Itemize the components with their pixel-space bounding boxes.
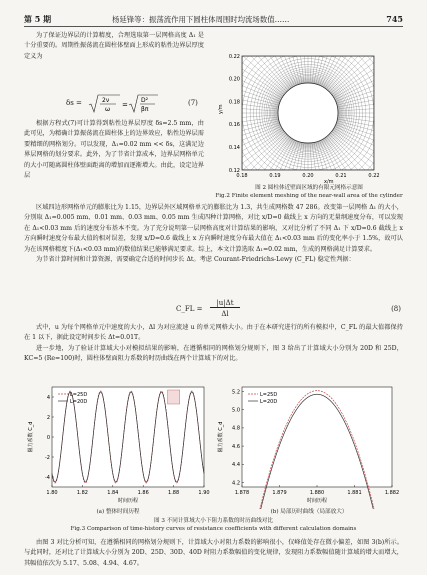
x-tick-label: 1.881 — [347, 490, 362, 496]
mesh-x-tick-label: 0.18 — [236, 173, 248, 179]
page-issue: 第 5 期 — [24, 14, 52, 24]
svg-text:=: = — [122, 101, 128, 109]
figure-2-mesh — [214, 52, 404, 184]
left-column-continued — [24, 119, 204, 181]
header-rule — [24, 26, 403, 27]
x-tick-label: 1.880 — [309, 490, 325, 496]
figure-3b-subcaption: (b) 局部历时曲线（局部放大） — [270, 509, 348, 515]
mesh-y-tick-label: 0.16 — [228, 122, 240, 129]
paragraph: 根据方程式(7)可计算得到粘性边界层厚度 δs=2.5 mm，由此可见，为精确计算振荡流在圆柱体上的边界效应，粘性边界层需要精细的网格划分。可以发现，Δ₁=0.02 mm << δs，这满足边界层网格的划分要求。此外，为了节省计算成本，边界层网格单元的大小可随离圆柱体壁面距离的增加而逐渐增大。由此，设定边界层 — [24, 120, 204, 180]
equation-8-den: Δl — [221, 310, 229, 318]
equation-8 — [24, 299, 403, 321]
y-tick-label: 5.0 — [232, 407, 240, 414]
frac1-den: ω — [105, 106, 111, 113]
mesh-y-tick-label: 0.20 — [228, 76, 240, 83]
equation-number: (7) — [188, 99, 198, 107]
paragraph: 式中，u 为每个网格单元中速度的大小，Δl 为对应流速 u 的单元网格大小。由于在本研究进行的所有模拟中，C_FL 的最大值都保持在 1 以下，据此设定时间步长 Δt=0.01T。 — [24, 324, 403, 342]
closing-paragraph — [24, 538, 403, 569]
equation-7 — [48, 93, 204, 115]
mesh-y-tick-label: 0.18 — [228, 99, 240, 106]
caption-cn: 图 3 不同计算域大小下阻力系数的时历曲线对比 — [154, 518, 273, 524]
x-tick-label: 1.90 — [198, 490, 210, 496]
equation-8-num: |u|Δt — [210, 299, 240, 308]
y-tick-label: -4 — [45, 474, 50, 481]
legend-label: L=20D — [260, 398, 278, 405]
figure-3a-subcaption: (a) 整体时间历程 — [96, 509, 140, 515]
legend-label: L=20D — [70, 398, 88, 405]
frac2-num: D² — [141, 97, 149, 104]
x-axis-label: 时间历程 — [117, 498, 139, 504]
left-column — [24, 31, 204, 62]
mesh-x-label: x/m — [324, 179, 334, 184]
equation-8-number: (8) — [391, 305, 401, 313]
y-axis-label: 阻力系数 C_d — [218, 421, 224, 453]
figure-3-caption — [24, 517, 403, 534]
y-tick-label: 2 — [46, 414, 50, 421]
mesh-x-tick-label: 0.20 — [302, 173, 314, 179]
mesh-x-tick-label: 0.19 — [269, 173, 281, 179]
legend-label: L=25D — [260, 391, 278, 398]
x-tick-label: 1.80 — [46, 490, 58, 496]
equation-lhs: δs = — [66, 99, 82, 107]
page-number: 745 — [386, 14, 403, 24]
mesh-y-label: y/m — [218, 104, 224, 114]
x-tick-label: 1.88 — [168, 490, 180, 496]
zoom-region — [168, 390, 180, 404]
frac2-den: βπ — [141, 106, 149, 113]
body-paragraphs — [24, 203, 403, 265]
caption-en: Fig.3 Comparison of time-history curves of resistance coefficients with different calculation domains — [70, 526, 357, 533]
mesh-x-tick-label: 0.22 — [368, 173, 380, 179]
body-paragraphs-2 — [24, 323, 403, 365]
x-tick-label: 1.86 — [137, 490, 149, 496]
x-tick-label: 1.82 — [76, 490, 88, 496]
paragraph: 由图 3 对比分析可知，在遵循相同的网格划分规则下，计算域大小对阻力系数的影响很小，仅峰值处存在微小偏差，如图 3(b)所示。与此同时，还对比了计算域大小分别为 20D、25D、30D、40D 时阻力系数幅值的变化规律，发现阻力系数幅值随计算域的增大而增大，其幅值依次为 5.17、5.08、4.94、4.67。 — [24, 539, 403, 567]
y-tick-label: 4.4 — [232, 462, 240, 469]
figure-3a-chart — [24, 381, 212, 509]
equation-8-lhs: C_FL = — [176, 305, 203, 313]
paragraph: 区域四边形网格单元的膨胀比为 1.15，边界层外区域网格单元的膨胀比为 1.3，共生成网格数 47 286。改变第一层网格 Δ₁ 的大小，分别取 Δ₁=0.005 mm、0.01 mm、0.03 mm、0.05 mm 生成四种计算网格，对比 x/D=0 截线上 x 方向的无量纲速度分布，可以发现在 Δ₁<0.03 mm 后的速度分布基本不变。为了充分说明第一层网格高度对计算结果的影响，又对比分析了不同 Δ₁ 下 x/D=0.6 截线上 x 方向瞬时速度分布最大值的相对误差，发现 x/D=0.6 截线上 x 方向瞬时速度分布最大值在 Δ₁<0.03 mm 后的变化率小于 1.5%，故可认为在该网格精度下(Δ₁<0.03 mm)的数值结果已能够满足要求。综上，本文计算选取 Δ₁=0.02 mm，生成的网格满足计算要求。 — [24, 204, 403, 253]
mesh-y-tick-label: 0.14 — [228, 145, 240, 151]
y-axis-label: 阻力系数 C_d — [28, 421, 34, 453]
running-title: 杨延锋等：振荡流作用下圆柱体周围时均流场数值…… — [112, 15, 290, 24]
x-tick-label: 1.878 — [234, 490, 250, 496]
y-tick-label: 0 — [46, 434, 50, 441]
paragraph: 为节省计算时间和计算资源，需要确定合适的时间步长 Δt。考虑 Courant-Friedrichs-Lewy (C_FL) 稳定性判据： — [36, 256, 355, 264]
y-tick-label: 4.2 — [232, 480, 240, 487]
frac1-num: 2ν — [102, 97, 110, 104]
caption-en: Fig.2 Finite element meshing of the near-wall area of the cylinder — [215, 193, 403, 200]
y-tick-label: 4.6 — [232, 443, 240, 450]
mesh-y-tick-label: 0.22 — [228, 53, 240, 60]
figure-2-caption — [214, 184, 404, 201]
figure-3b-chart — [214, 381, 404, 509]
mesh-plot — [214, 52, 404, 184]
y-tick-label: -2 — [45, 454, 50, 461]
cylinder-shape — [278, 83, 338, 143]
x-tick-label: 1.882 — [384, 490, 400, 496]
equation-body — [88, 93, 160, 115]
paragraph: 为了保证边界层的计算精度，合理选取第一层网格高度 Δ₁ 是十分重要的。周期性振荡流在圆柱体壁面上形成的粘性边界层厚度定义为 — [24, 32, 204, 60]
legend-label: L=25D — [70, 391, 88, 398]
x-axis-label: 时间历程 — [306, 498, 328, 504]
mesh-y-tick-label: 0.12 — [228, 167, 240, 174]
y-tick-label: 4 — [46, 394, 50, 401]
x-tick-label: 1.879 — [272, 490, 287, 496]
caption-cn: 图 2 圆柱体近壁面区域的有限元网格示意图 — [255, 185, 363, 191]
y-tick-label: 5.2 — [232, 389, 240, 396]
y-tick-label: 4.8 — [232, 425, 240, 432]
x-tick-label: 1.84 — [107, 490, 119, 496]
paragraph: 进一步地，为了验证计算域大小对模拟结果的影响，在遵循相同的网格划分规则下，图 3 给出了计算域大小分别为 20D 和 25D，KC=5 (Re=100)时，圆柱体壁面阻力系数的时历曲线在两个计算域下的对比。 — [24, 344, 403, 363]
mesh-x-tick-label: 0.21 — [335, 173, 347, 179]
